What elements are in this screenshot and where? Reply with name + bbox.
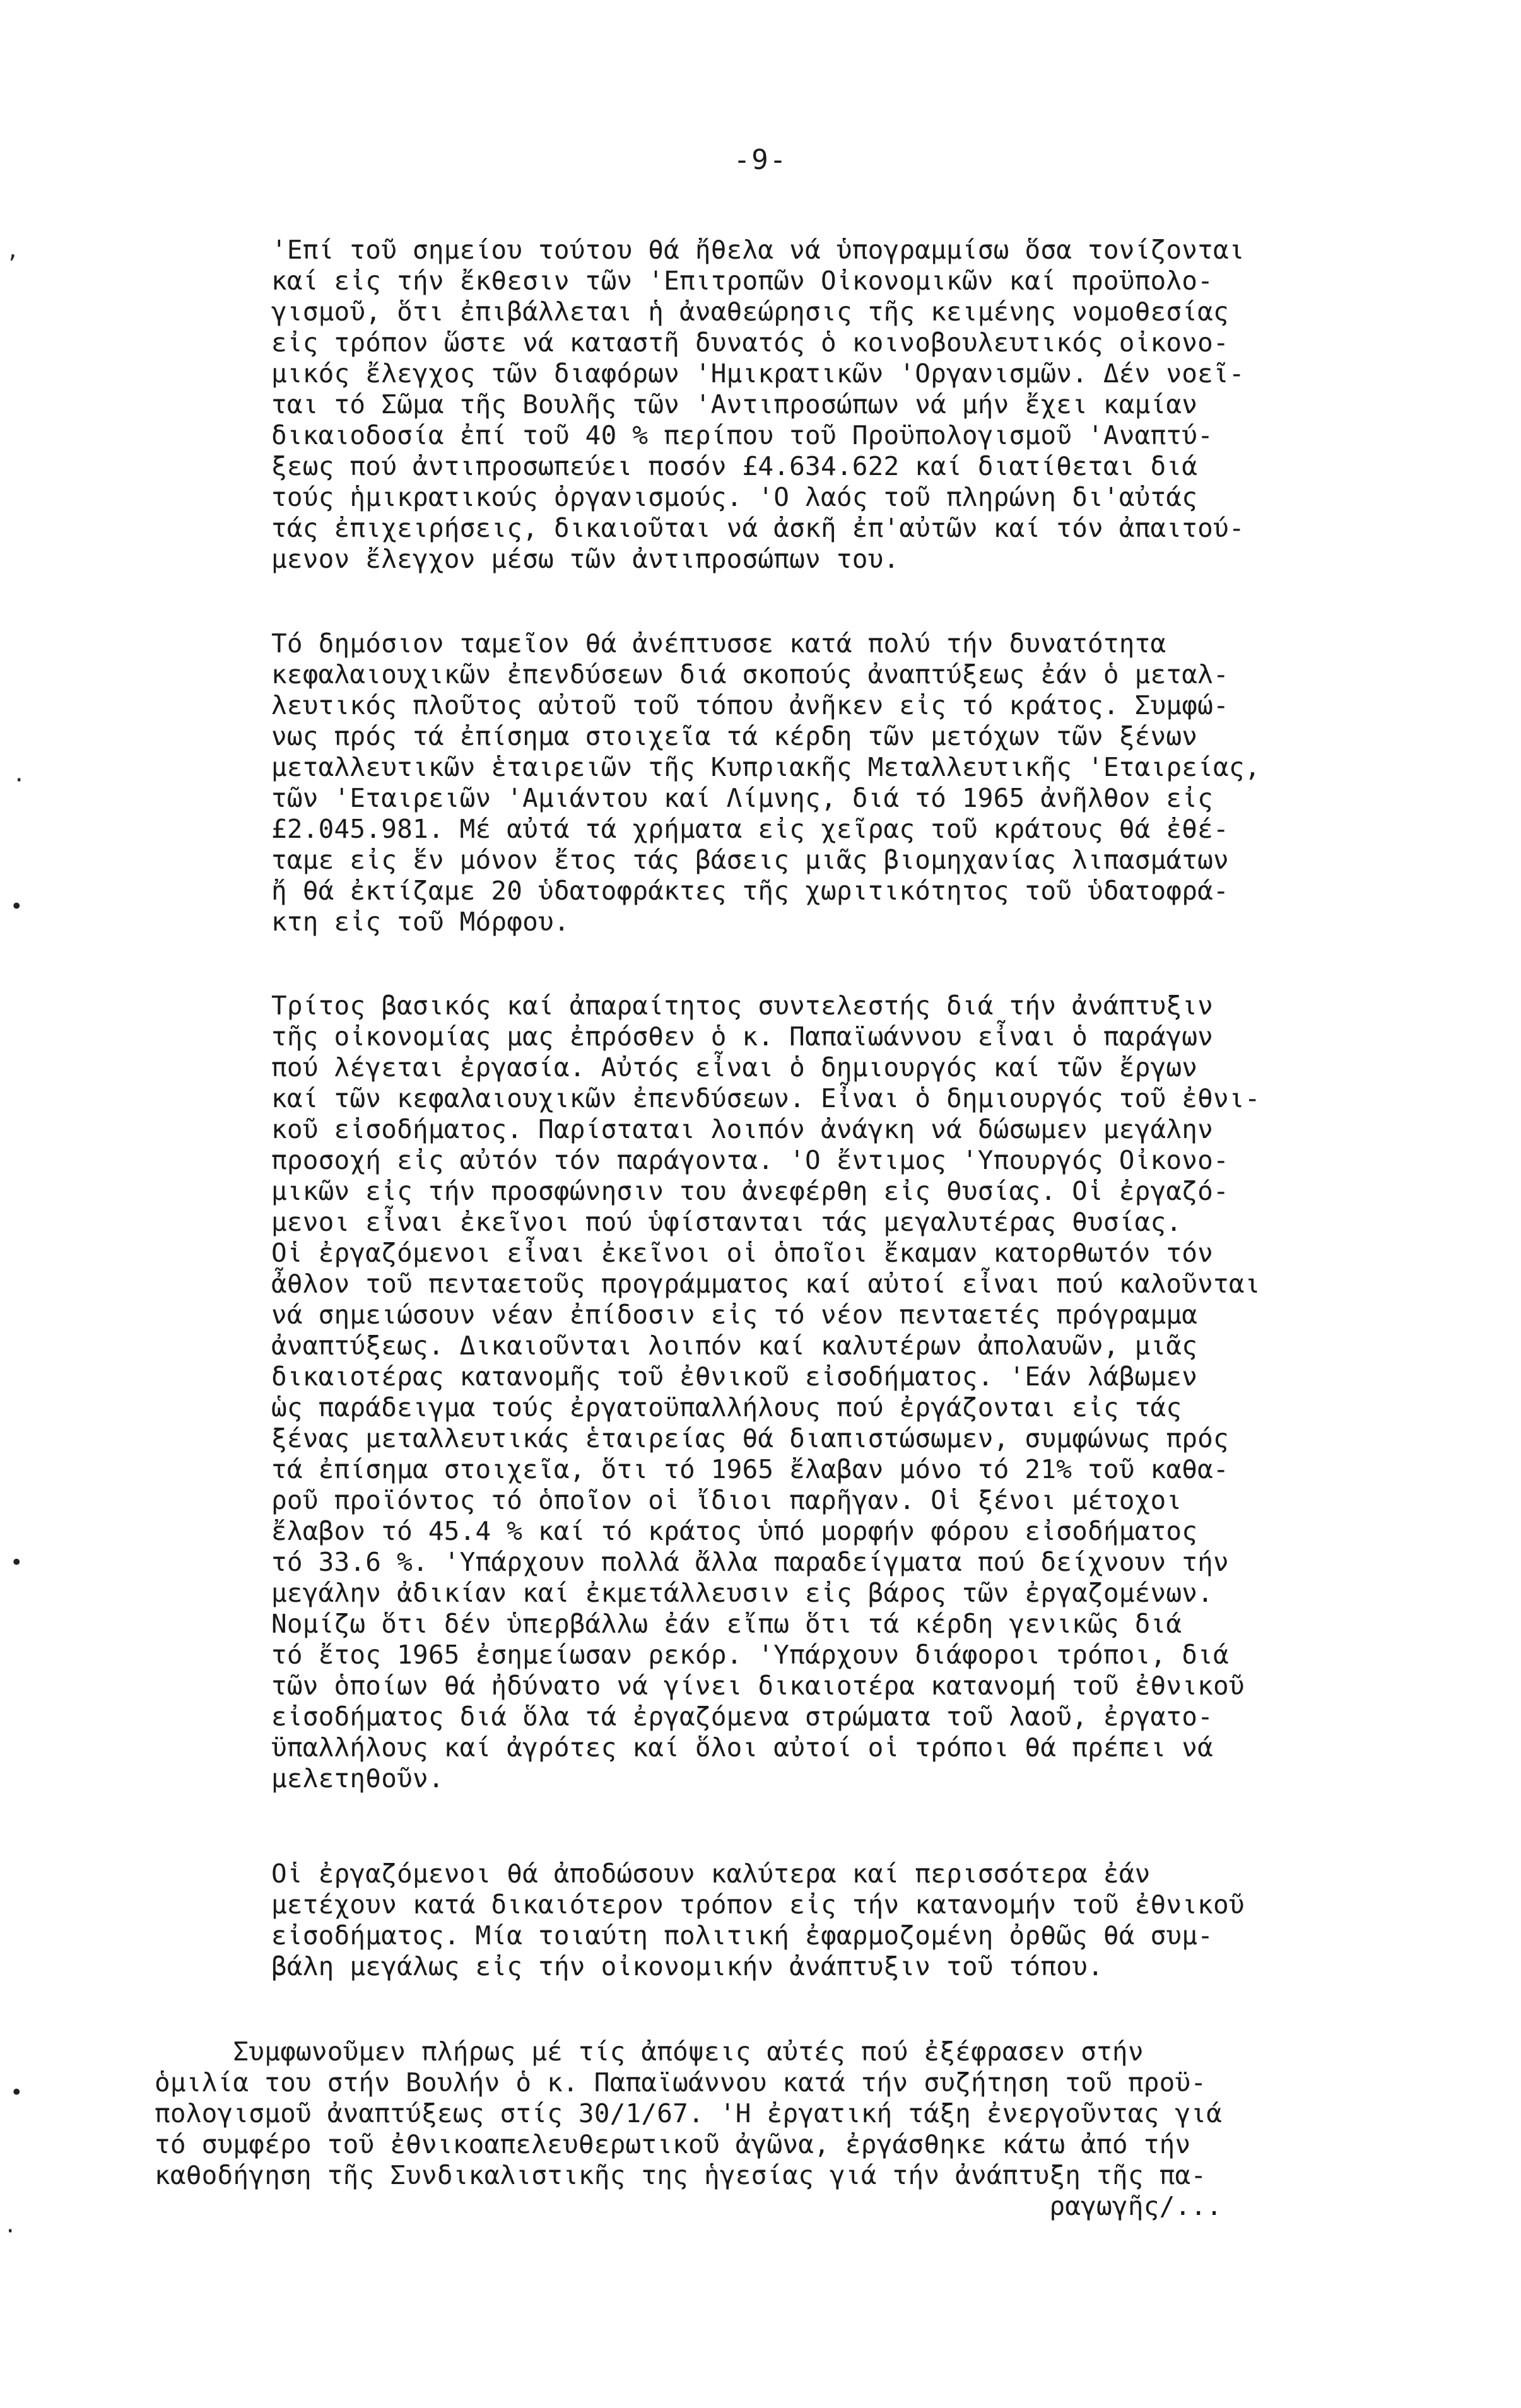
paragraph-2 — [271, 628, 1260, 937]
text-line: ϋπαλλήλους καί ἀγρότες καί ὅλοι αὐτοί οἱ τρόποι θά πρέπει νά — [271, 1732, 1214, 1763]
paragraph-4 — [271, 1859, 1245, 1982]
text-line: κτη εἰς τοῦ Μόρφου. — [271, 907, 570, 937]
text-line: £2.045.981. Μέ αὐτά τά χρήματα εἰς χεῖρας τοῦ κράτους θά ἐθέ- — [271, 814, 1229, 844]
text-line: νως πρός τά ἐπίσημα στοιχεῖα τά κέρδη τῶν μετόχων τῶν ξένων — [271, 721, 1198, 751]
text-line: Οἱ ἐργαζόμενοι θά ἀποδώσουν καλύτερα καί περισσότερα ἐάν — [271, 1859, 1151, 1889]
text-line: ἆθλον τοῦ πενταετοῦς προγράμματος καί αὐτοί εἶναι πού καλοῦνται — [271, 1269, 1260, 1299]
text-line: ὡς παράδειγμα τούς ἐργατοϋπαλλήλους πού ἐργάζονται εἰς τάς — [271, 1392, 1182, 1423]
text-line: προσοχή εἰς αὐτόν τόν παράγοντα. 'Ο ἔντιμος 'Υπουργός Οἰκονο- — [271, 1145, 1229, 1175]
margin-mark: • — [10, 1550, 23, 1575]
text-line: τό ἔτος 1965 ἐσημείωσαν ρεκόρ. 'Υπάρχουν διάφοροι τρόποι, διά — [271, 1640, 1229, 1670]
paragraph-3 — [271, 990, 1260, 1794]
text-line: νά σημειώσουν νέαν ἐπίδοσιν εἰς τό νέον πενταετές πρόγραμμα — [271, 1300, 1198, 1330]
margin-mark: • — [10, 2080, 23, 2105]
text-line: Νομίζω ὅτι δέν ὑπερβάλλω ἐάν εἴπω ὅτι τά κέρδη γενικῶς διά — [271, 1609, 1182, 1639]
text-line: τά ἐπίσημα στοιχεῖα, ὅτι τό 1965 ἔλαβαν μόνο τό 21% τοῦ καθα- — [271, 1454, 1229, 1484]
text-line: κεφαλαιουχικῶν ἐπενδύσεων διά σκοπούς ἀναπτύξεως ἐάν ὁ μεταλ- — [271, 659, 1229, 690]
text-line: μικῶν εἰς τήν προσφώνησιν του ἀνεφέρθη εἰς θυσίας. Οἱ ἐργαζό- — [271, 1176, 1229, 1206]
text-line: πού λέγεται ἐργασία. Αὐτός εἶναι ὁ δημιουργός καί τῶν ἔργων — [271, 1052, 1198, 1083]
text-line: μικός ἔλεγχος τῶν διαφόρων 'Ημικρατικῶν 'Οργανισμῶν. Δέν νοεῖ- — [271, 358, 1245, 389]
text-line: εἰσοδήματος. Μία τοιαύτη πολιτική ἐφαρμοζομένη ὀρθῶς θά συμ- — [271, 1920, 1214, 1951]
text-line: ὁμιλία του στήν Βουλήν ὁ κ. Παπαϊωάννου κατά τήν συζήτηση τοῦ προϋ- — [155, 2067, 1207, 2098]
text-line: λευτικός πλοῦτος αὐτοῦ τοῦ τόπου ἀνῆκεν εἰς τό κράτος. Συμφώ- — [271, 690, 1229, 720]
text-line: μενοι εἶναι ἐκεῖνοι πού ὑφίστανται τάς μεγαλυτέρας θυσίας. — [271, 1207, 1182, 1237]
text-line: Τό δημόσιον ταμεῖον θά ἀνέπτυσσε κατά πολύ τήν δυνατότητα — [271, 628, 1166, 659]
text-line: εἰσοδήματος διά ὅλα τά ἐργαζόμενα στρώματα τοῦ λαοῦ, ἐργατο- — [271, 1701, 1214, 1732]
text-line: τό συμφέρο τοῦ ἐθνικοαπελευθερωτικοῦ ἀγῶνα, ἐργάσθηκε κάτω ἀπό τήν — [155, 2129, 1191, 2159]
text-line: τῶν 'Εταιρειῶν 'Αμιάντου καί Λίμνης, διά τό 1965 ἀνῆλθον εἰς — [271, 783, 1214, 813]
text-line: ταμε εἰς ἕν μόνον ἔτος τάς βάσεις μιᾶς βιομηχανίας λιπασμάτων — [271, 845, 1229, 875]
margin-mark: · — [13, 768, 26, 793]
text-line: δικαιοδοσία ἐπί τοῦ 40 % περίπου τοῦ Προϋπολογισμοῦ 'Αναπτύ- — [271, 420, 1214, 450]
text-line: τῆς οἰκονομίας μας ἐπρόσθεν ὁ κ. Παπαϊωάννου εἶναι ὁ παράγων — [271, 1021, 1214, 1052]
paragraph-1 — [271, 235, 1245, 575]
text-line: ροῦ προϊόντος τό ὁποῖον οἱ ἴδιοι παρῆγαν. Οἱ ξένοι μέτοχοι — [271, 1485, 1182, 1515]
text-line: ξένας μεταλλευτικάς ἑταιρείας θά διαπιστώσωμεν, συμφώνως πρός — [271, 1423, 1229, 1454]
text-line: ται τό Σῶμα τῆς Βουλῆς τῶν 'Αντιπροσώπων νά μήν ἔχει καμίαν — [271, 389, 1198, 420]
text-line: μετέχουν κατά δικαιότερον τρόπον εἰς τήν κατανομήν τοῦ ἐθνικοῦ — [271, 1889, 1245, 1920]
paragraph-5 — [155, 2036, 1222, 2222]
text-line: τῶν ὁποίων θά ἠδύνατο νά γίνει δικαιοτέρα κατανομή τοῦ ἐθνικοῦ — [271, 1671, 1245, 1701]
text-line: κοῦ εἰσοδήματος. Παρίσταται λοιπόν ἀνάγκη νά δώσωμεν μεγάλην — [271, 1114, 1214, 1144]
text-line: Συμφωνοῦμεν πλήρως μέ τίς ἀπόψεις αὐτές πού ἐξέφρασεν στήν — [155, 2036, 1144, 2067]
text-line: καθοδήγηση τῆς Συνδικαλιστικῆς της ἡγεσίας γιά τήν ἀνάπτυξη τῆς πα- — [155, 2160, 1207, 2190]
text-line: ἤ θά ἐκτίζαμε 20 ὑδατοφράκτες τῆς χωριτικότητος τοῦ ὑδατοφρά- — [271, 876, 1229, 906]
text-line: δικαιοτέρας κατανομῆς τοῦ ἐθνικοῦ εἰσοδήματος. 'Εάν λάβωμεν — [271, 1361, 1198, 1392]
text-line: τό 33.6 %. 'Υπάρχουν πολλά ἄλλα παραδείγματα πού δείχνουν τήν — [271, 1547, 1229, 1577]
margin-mark: · — [4, 2219, 17, 2244]
text-line: μεγάλην ἀδικίαν καί ἐκμετάλλευσιν εἰς βάρος τῶν ἐργαζομένων. — [271, 1578, 1214, 1608]
text-line: Τρίτος βασικός καί ἀπαραίτητος συντελεστής διά τήν ἀνάπτυξιν — [271, 990, 1214, 1021]
margin-mark: • — [10, 894, 23, 919]
text-line: μεταλλευτικῶν ἑταιρειῶν τῆς Κυπριακῆς Μεταλλευτικῆς 'Εταιρείας, — [271, 752, 1260, 782]
text-line: ἔλαβον τό 45.4 % καί τό κράτος ὑπό μορφήν φόρου εἰσοδήματος — [271, 1516, 1198, 1546]
text-line: καί εἰς τήν ἔκθεσιν τῶν 'Επιτροπῶν Οἰκονομικῶν καί προϋπολο- — [271, 266, 1214, 296]
text-line: πολογισμοῦ ἀναπτύξεως στίς 30/1/67. 'Η ἐργατική τάξη ἐνεργοῦντας γιά — [155, 2098, 1223, 2129]
text-line: Οἱ ἐργαζόμενοι εἶναι ἐκεῖνοι οἱ ὁποῖοι ἔκαμαν κατορθωτόν τόν — [271, 1238, 1214, 1268]
text-line: εἰς τρόπον ὥστε νά καταστῆ δυνατός ὁ κοινοβουλευτικός οἰκονο- — [271, 327, 1229, 358]
text-line: γισμοῦ, ὅτι ἐπιβάλλεται ἡ ἀναθεώρησις τῆς κειμένης νομοθεσίας — [271, 297, 1229, 327]
text-line: τάς ἐπιχειρήσεις, δικαιοῦται νά ἀσκῆ ἐπ'αὐτῶν καί τόν ἀπαιτού- — [271, 513, 1245, 543]
text-line: 'Επί τοῦ σημείου τούτου θά ἤθελα νά ὑπογραμμίσω ὅσα τονίζονται — [271, 235, 1245, 265]
text-line: ξεως πού ἀντιπροσωπεύει ποσόν £4.634.622 καί διατίθεται διά — [271, 451, 1198, 481]
page-number: -9- — [733, 144, 788, 176]
text-line: καί τῶν κεφαλαιουχικῶν ἐπενδύσεων. Εἶναι ὁ δημιουργός τοῦ ἐθνι- — [271, 1083, 1260, 1113]
text-line: μελετηθοῦν. — [271, 1763, 444, 1794]
text-line: ραγωγῆς/... — [155, 2191, 1223, 2221]
text-line: ἀναπτύξεως. Δικαιοῦνται λοιπόν καί καλυτέρων ἀπολαυῶν, μιᾶς — [271, 1330, 1198, 1361]
text-line: βάλη μεγάλως εἰς τήν οἰκονομικήν ἀνάπτυξιν τοῦ τόπου. — [271, 1951, 1103, 1982]
text-line: τούς ἡμικρατικούς ὀργανισμούς. 'Ο λαός τοῦ πληρώνη δι'αὐτάς — [271, 482, 1198, 512]
text-line: μενον ἔλεγχον μέσω τῶν ἀντιπροσώπων του. — [271, 544, 900, 574]
margin-mark: , — [6, 238, 20, 263]
